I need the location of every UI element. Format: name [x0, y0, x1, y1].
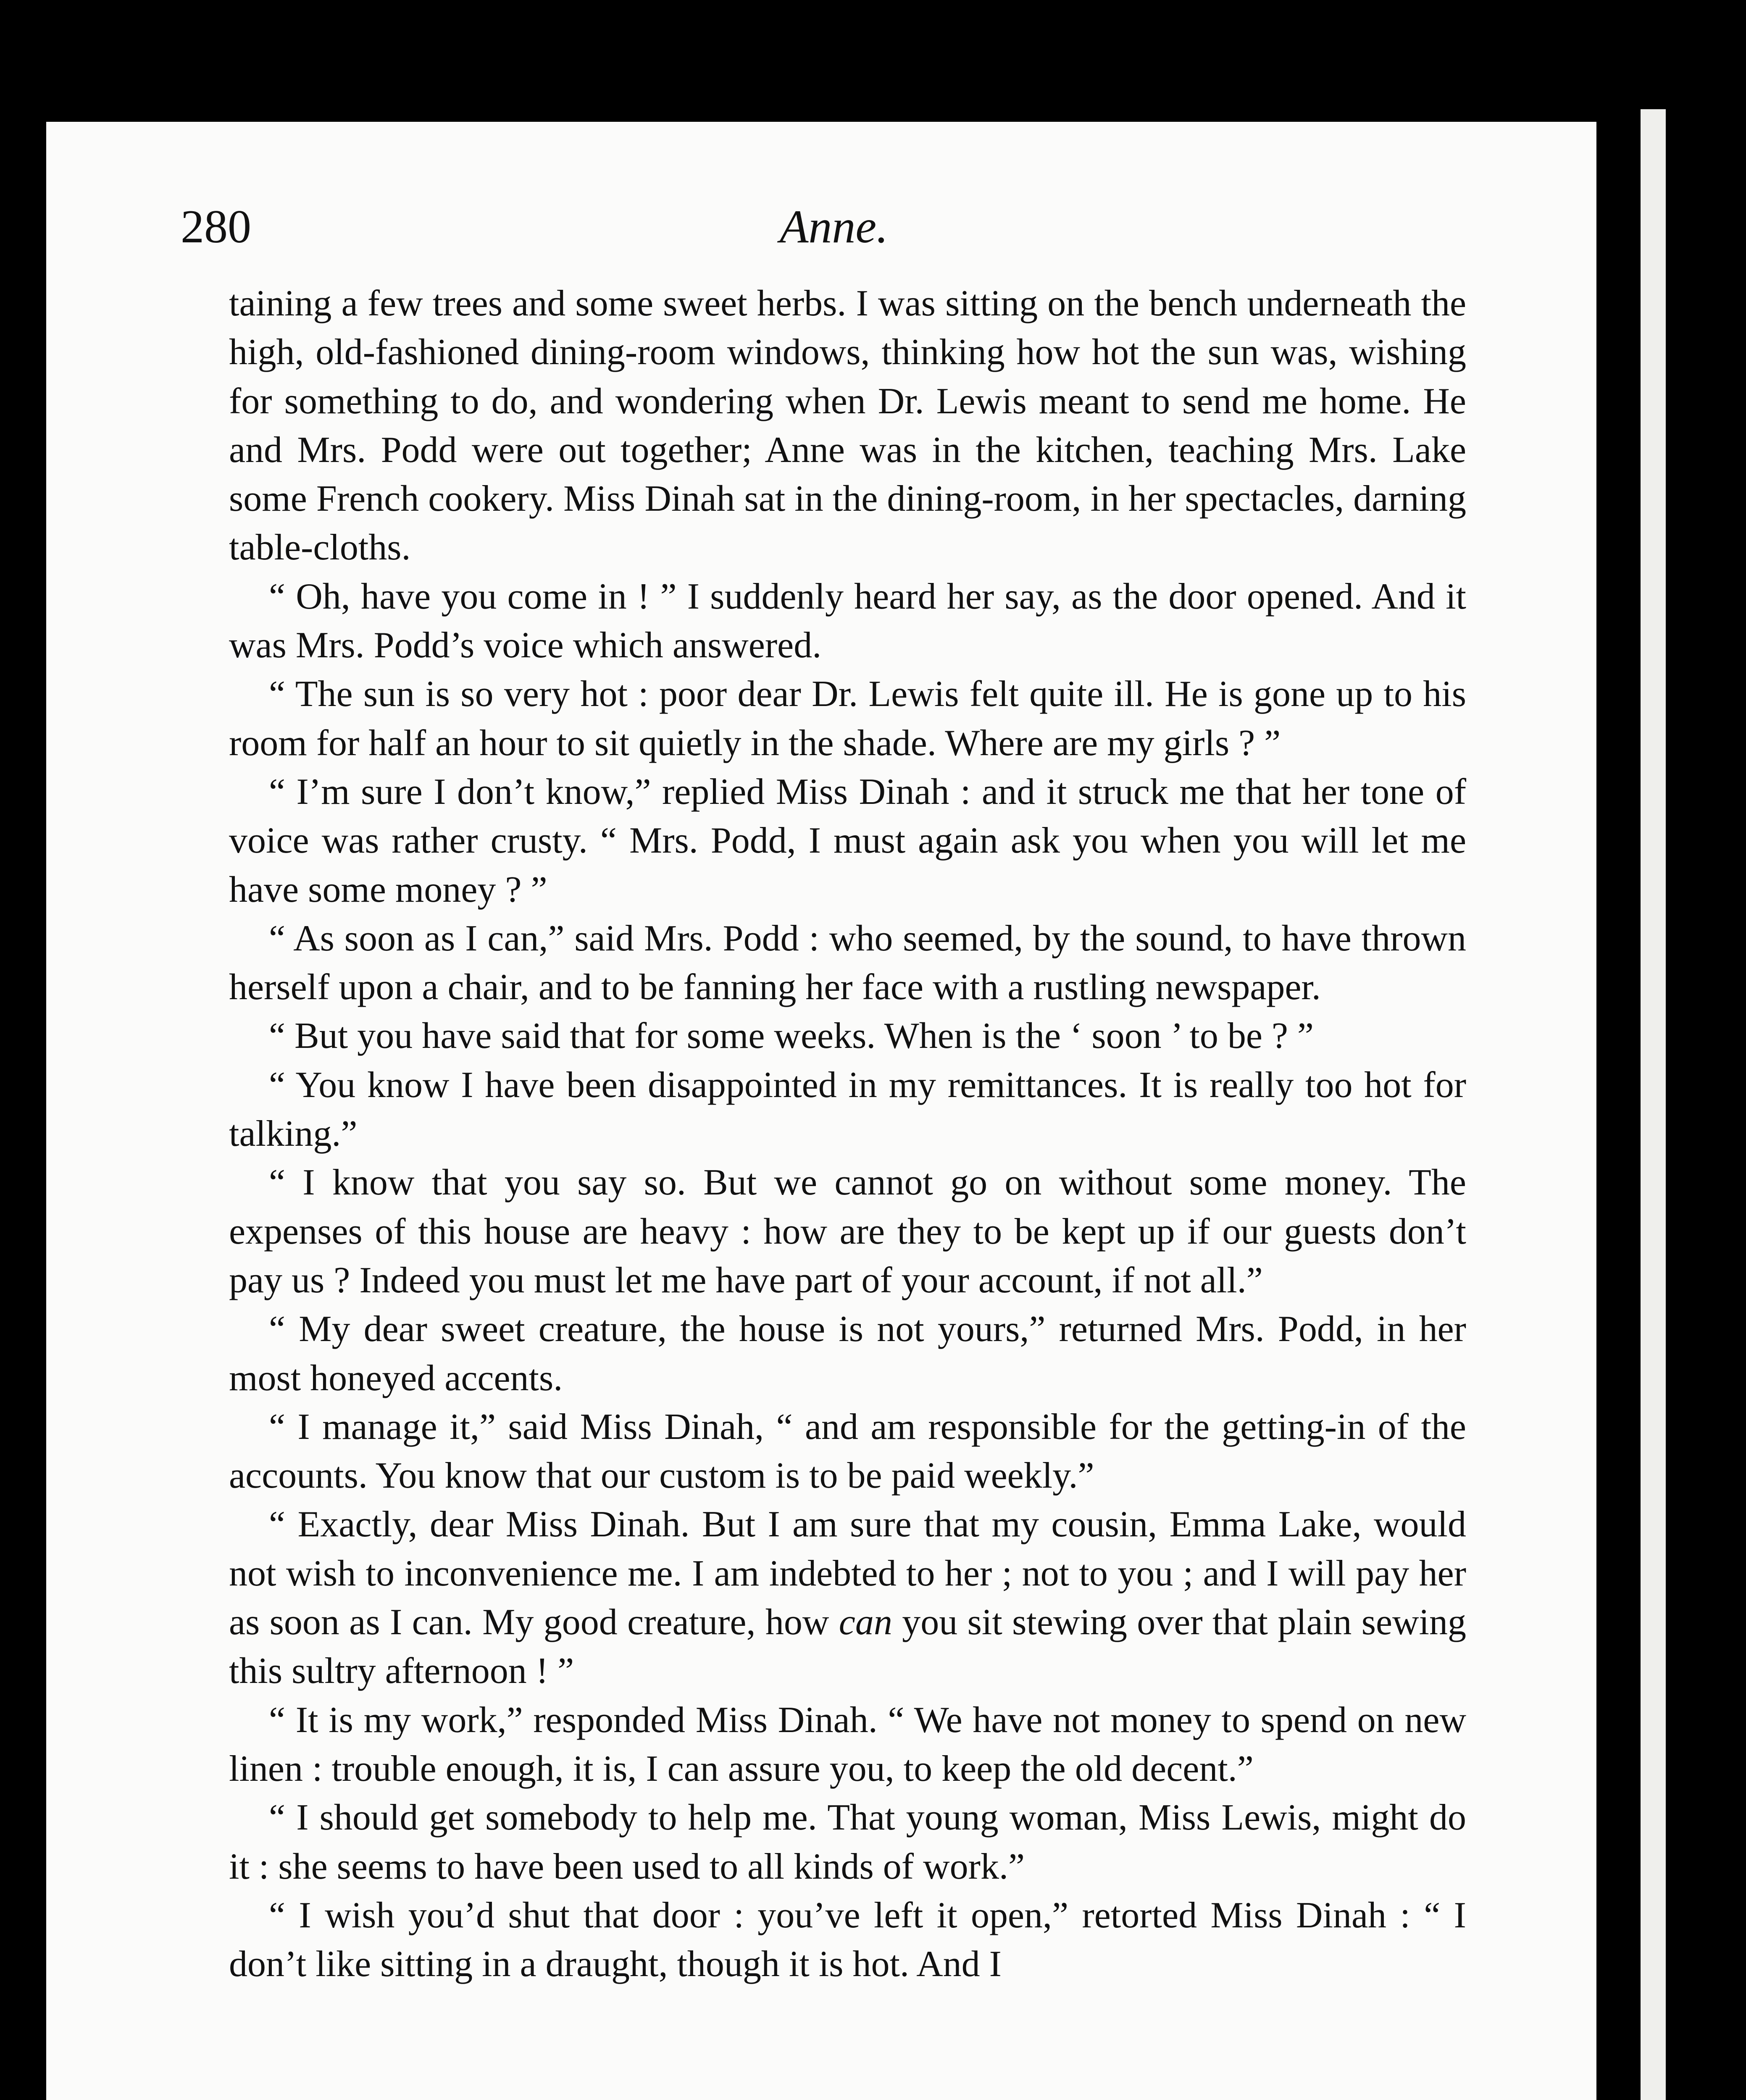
paragraph-7: “ You know I have been disappointed in my remittances. It is really too hot for talking.” [229, 1064, 1466, 1155]
paragraph-4: “ I’m sure I don’t know,” replied Miss Dinah : and it struck me that her tone of voice was rather crusty. “ Mrs. Podd, I must again ask you when you will let me have some money ? ” [229, 771, 1466, 910]
paragraph-5: “ As soon as I can,” said Mrs. Podd : who seemed, by the sound, to have thrown herself upon a chair, and to be fanning her face with a rustling newspaper. [229, 918, 1466, 1008]
paragraph-13: “ I should get somebody to help me. That young woman, Miss Lewis, might do it : she seems to have been used to all kinds of work.” [229, 1797, 1466, 1887]
paragraph-9: “ My dear sweet creature, the house is not yours,” returned Mrs. Podd, in her most honeyed accents. [229, 1309, 1466, 1399]
paragraph-8: “ I know that you say so. But we cannot go on without some money. The expenses of this house are heavy : how are they to be kept up if our guests don’t pay us ? Indeed you must let me have part of your account, if not all.” [229, 1162, 1466, 1301]
adjacent-page-edge [1641, 109, 1666, 2100]
paragraph-12: “ It is my work,” responded Miss Dinah. “ We have not money to spend on new linen : trouble enough, it is, I can assure you, to keep the old decent.” [229, 1699, 1466, 1789]
scan-right-margin [1596, 0, 1746, 2100]
paragraph-11-text-after: you sit stewing over that plain sewing this sultry afternoon ! ” [229, 1602, 1466, 1692]
page-number: 280 [181, 201, 251, 253]
paragraph-11 [229, 1500, 1466, 1696]
paragraph-14: “ I wish you’d shut that door : you’ve left it open,” retorted Miss Dinah : “ I don’t like sitting in a draught, though it is hot. And I [229, 1895, 1466, 1985]
paragraph-2: “ Oh, have you come in ! ” I suddenly heard her say, as the door opened. And it was Mrs. Podd’s voice which answered. [229, 576, 1466, 666]
paragraph-3: “ The sun is so very hot : poor dear Dr. Lewis felt quite ill. He is gone up to his room for half an hour to sit quietly in the shade. Where are my girls ? ” [229, 674, 1466, 764]
emphasized-word: can [839, 1602, 892, 1643]
running-title: Anne. [779, 201, 889, 253]
paragraph-10: “ I manage it,” said Miss Dinah, “ and am responsible for the getting-in of the accounts. You know that our custom is to be paid weekly.” [229, 1406, 1466, 1496]
paragraph-1: taining a few trees and some sweet herbs. I was sitting on the bench underneath the high, old-fashioned dining-room windows, thinking how hot the sun was, wishing for something to do, and wondering when Dr. Lewis meant to send me home. He and Mrs. Podd were out together; Anne was in the kitchen, teaching Mrs. Lake some French cookery. Miss Dinah sat in the dining-room, in her spectacles, darning table-cloths. [229, 283, 1466, 568]
paragraph-11-text-before: “ Exactly, dear Miss Dinah. But I am sure that my cousin, Emma Lake, would not wish to inconvenience me. I am indebted to her ; not to you ; and I will pay her as soon as I can. My good creature, how [229, 1504, 1466, 1643]
page-header [181, 197, 1487, 256]
book-body-text [229, 279, 1466, 1989]
paragraph-6: “ But you have said that for some weeks. When is the ‘ soon ’ to be ? ” [269, 1016, 1314, 1057]
